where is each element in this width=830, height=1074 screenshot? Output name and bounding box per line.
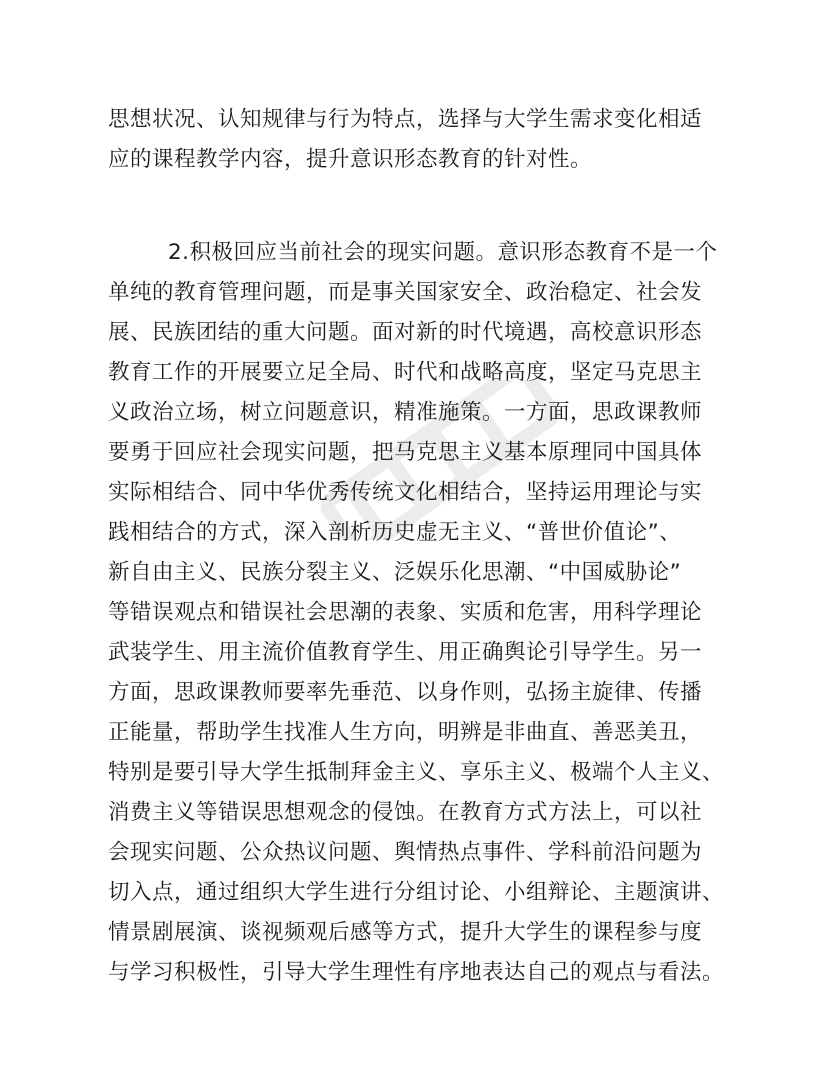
paragraph1-line-1: 思想状况、认知规律与行为特点，选择与大学生需求变化相适 (108, 107, 703, 132)
paragraph2-line-12: 方面，思政课教师要率先垂范、以身作则，弘扬主旋律、传播 (108, 680, 703, 705)
paragraph2-line-5: 义政治立场，树立问题意识，精准施策。一方面，思政课教师 (108, 400, 703, 425)
paragraph2-line-6: 要勇于回应社会现实问题，把马克思主义基本原理同中国具体 (108, 440, 703, 465)
paragraph1-line-2: 应的课程教学内容，提升意识形态教育的针对性。 (108, 147, 593, 172)
paragraph2-line-9: 新自由主义、民族分裂主义、泛娱乐化思潮、“中国威胁论” (108, 560, 682, 585)
paragraph2-line-7: 实际相结合、同中华优秀传统文化相结合，坚持运用理论与实 (108, 480, 703, 505)
paragraph2-line-10: 等错误观点和错误社会思潮的表象、实质和危害，用科学理论 (108, 600, 703, 625)
paragraph2-line-8: 践相结合的方式，深入剖析历史虚无主义、“普世价值论”、 (108, 520, 682, 545)
paragraph2-line-14: 特别是要引导大学生抵制拜金主义、享乐主义、极端个人主义、 (108, 760, 725, 785)
paragraph2-line-4: 教育工作的开展要立足全局、时代和战略高度，坚定马克思主 (108, 360, 703, 385)
paragraph2-line-18: 情景剧展演、谈视频观后感等方式，提升大学生的课程参与度 (108, 920, 703, 945)
paragraph2-line-16: 会现实问题、公众热议问题、舆情热点事件、学科前沿问题为 (108, 840, 703, 865)
paragraph2-line-15: 消费主义等错误思想观念的侵蚀。在教育方式方法上，可以社 (108, 800, 703, 825)
paragraph2-line-2: 单纯的教育管理问题，而是事关国家安全、政治稳定、社会发 (108, 280, 703, 305)
paragraph2-line-13: 正能量，帮助学生找准人生方向，明辨是非曲直、善恶美丑， (108, 720, 703, 745)
paragraph2-line-11: 武装学生、用主流价值教育学生、用正确舆论引导学生。另一 (108, 640, 703, 665)
paragraph2-line-19: 与学习积极性，引导大学生理性有序地表达自己的观点与看法。 (108, 960, 725, 985)
paragraph2-line-1: 2.积极回应当前社会的现实问题。意识形态教育不是一个 (168, 240, 718, 265)
paragraph2-line-3: 展、民族团结的重大问题。面对新的时代境遇，高校意识形态 (108, 320, 703, 345)
paragraph2-line-17: 切入点，通过组织大学生进行分组讨论、小组辩论、主题演讲、 (108, 880, 725, 905)
